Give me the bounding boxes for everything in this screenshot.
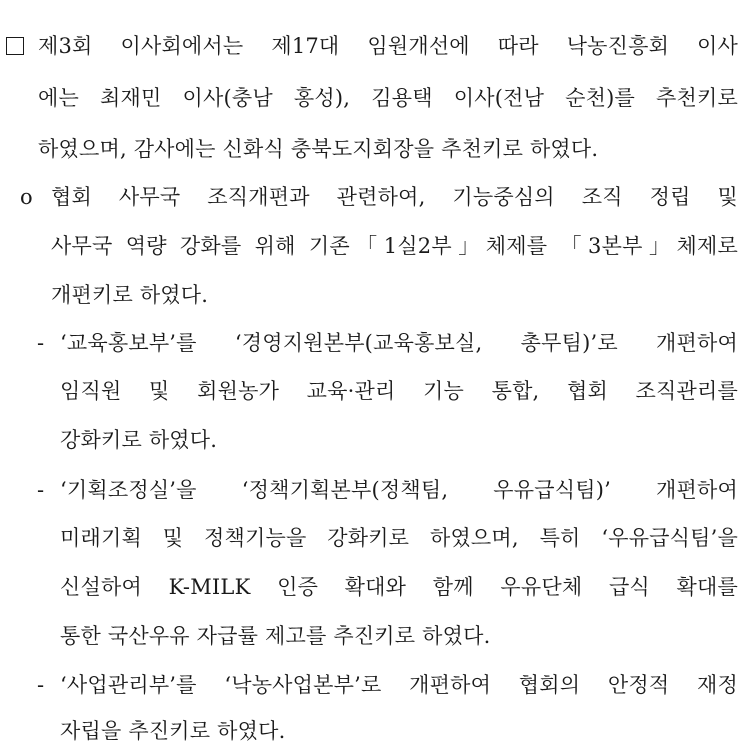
circle-bullet-icon: o: [20, 185, 33, 209]
section1-line-1: 제3회 이사회에서는 제17대 임원개선에 따라 낙농진흥회 이사: [38, 34, 738, 58]
item2-line-4: 통한 국산우유 자급률 제고를 추진키로 하였다.: [60, 624, 491, 648]
item3-line-1: ‘사업관리부’를 ‘낙농사업본부’로 개편하여 협회의 안정적 재정: [60, 673, 738, 697]
dash-bullet-icon: -: [37, 673, 45, 697]
item3-line-2: 자립을 추진키로 하였다.: [60, 719, 286, 743]
item1-line-1: ‘교육홍보부’를 ‘경영지원본부(교육홍보실, 총무팀)’로 개편하여: [60, 331, 738, 355]
item2-line-2: 미래기획 및 정책기능을 강화키로 하였으며, 특히 ‘우유급식팀’을: [60, 526, 738, 550]
section1-line-2: 에는 최재민 이사(충남 홍성), 김용택 이사(전남 순천)를 추천키로: [38, 86, 738, 110]
section2-line-2: 사무국 역량 강화를 위해 기존「1실2부」체제를 「3본부」체제로: [51, 234, 738, 258]
item1-line-2: 임직원 및 회원농가 교육·관리 기능 통합, 협회 조직관리를: [60, 379, 738, 403]
section2-line-1: 협회 사무국 조직개편과 관련하여, 기능중심의 조직 정립 및: [51, 185, 738, 209]
dash-bullet-icon: -: [37, 331, 45, 355]
section1-line-3: 하였으며, 감사에는 신화식 충북도지회장을 추천키로 하였다.: [38, 137, 599, 161]
item1-line-3: 강화키로 하였다.: [60, 428, 218, 452]
item2-line-3: 신설하여 K-MILK 인증 확대와 함께 우유단체 급식 확대를: [60, 575, 738, 599]
dash-bullet-icon: -: [37, 478, 45, 502]
item2-line-1: ‘기획조정실’을 ‘정책기획본부(정책팀, 우유급식팀)’ 개편하여: [60, 478, 738, 502]
section2-line-3: 개편키로 하였다.: [51, 283, 209, 307]
checkbox-square-bullet-icon: [6, 37, 24, 55]
